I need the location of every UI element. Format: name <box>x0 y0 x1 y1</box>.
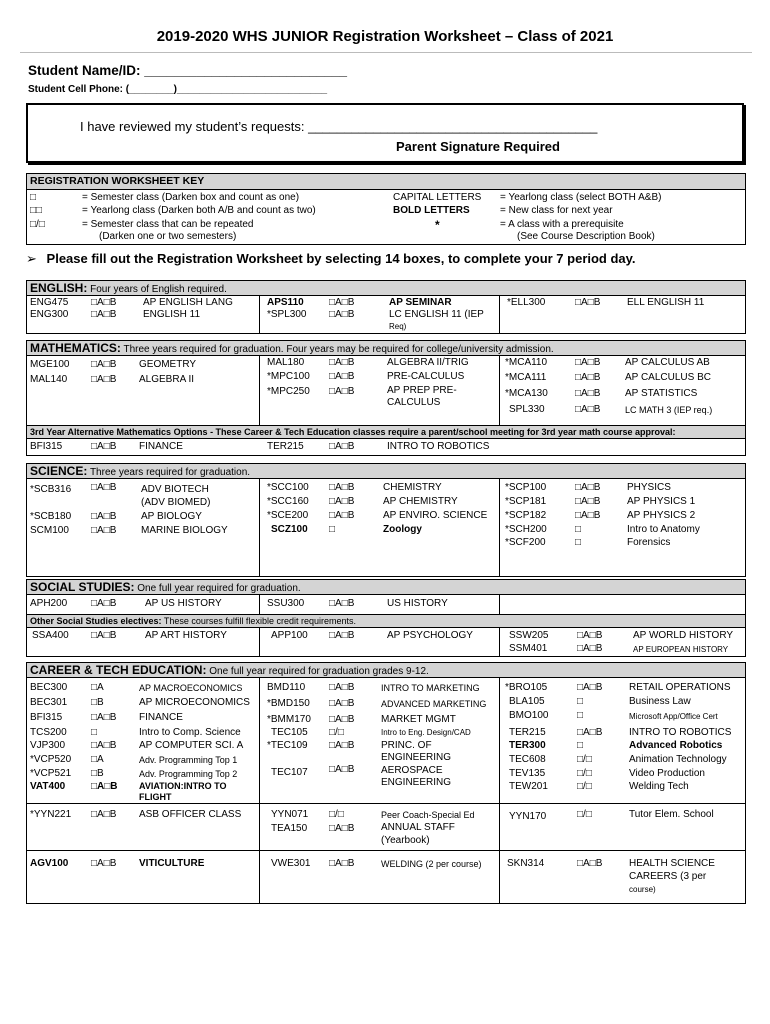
course-code: APP100 <box>271 630 308 641</box>
course-name: Welding Tech <box>629 781 689 792</box>
course-name: AP STATISTICS <box>625 388 698 399</box>
course-checkbox[interactable]: □A□B <box>91 309 117 320</box>
course-checkbox[interactable]: □A□B <box>91 781 118 792</box>
course-name: AP ENVIRO. SCIENCE <box>383 510 488 521</box>
course-checkbox[interactable]: □ <box>577 710 584 721</box>
course-code: *SCB180 <box>30 511 72 522</box>
course-checkbox[interactable]: □A□B <box>329 297 355 308</box>
course-name: Req) <box>389 322 407 331</box>
course-name: ALGEBRA II <box>139 374 195 385</box>
course-code: SSM401 <box>509 643 548 654</box>
course-code: *SCE200 <box>267 510 309 521</box>
course-checkbox[interactable]: □A□B <box>329 441 355 452</box>
course-checkbox[interactable]: □A□B <box>91 441 117 452</box>
course-code: *ELL300 <box>507 297 546 308</box>
section-header: SCIENCE: Three years required for graduation. <box>27 464 745 479</box>
parent-signature-box[interactable] <box>26 103 744 163</box>
course-name: AEROSPACE <box>381 765 443 776</box>
course-checkbox[interactable]: □A□B <box>329 496 355 507</box>
section-header: MATHEMATICS: Three years required for graduation. Four years may be required for college/university admission. <box>27 341 745 356</box>
course-name: AP EUROPEAN HISTORY <box>633 645 729 654</box>
course-checkbox[interactable]: □A <box>91 754 104 765</box>
course-name: AP CHEMISTRY <box>383 496 458 507</box>
course-name: CALCULUS <box>387 397 441 408</box>
course-code: TEC105 <box>271 727 308 738</box>
course-checkbox[interactable]: □A□B <box>91 511 117 522</box>
course-checkbox[interactable]: □/□ <box>577 754 592 765</box>
course-name: AVIATION:INTRO TO <box>139 781 227 791</box>
course-code: *MCA111 <box>505 372 547 383</box>
course-checkbox[interactable]: □A□B <box>91 809 117 820</box>
course-name: ANNUAL STAFF <box>381 822 455 833</box>
key-desc: (See Course Description Book) <box>517 231 655 242</box>
course-name: AP WORLD HISTORY <box>633 630 734 641</box>
course-code: SPL330 <box>509 404 545 415</box>
course-code: *SCP181 <box>505 496 547 507</box>
course-code: SSA400 <box>32 630 69 641</box>
course-checkbox[interactable]: □A□B <box>91 359 117 370</box>
course-name: (Yearbook) <box>381 835 430 846</box>
course-checkbox[interactable]: □/□ <box>329 809 344 820</box>
course-code: ENG475 <box>30 297 69 308</box>
course-checkbox[interactable]: □A□B <box>329 630 355 641</box>
course-code: *MPC250 <box>267 386 310 397</box>
course-name: AP COMPUTER SCI. A <box>139 740 244 751</box>
course-code: YYN170 <box>509 811 547 822</box>
course-code: *SCF200 <box>505 537 546 548</box>
course-code: *SCC160 <box>267 496 309 507</box>
course-code: ENG300 <box>30 309 69 320</box>
course-name: AP BIOLOGY <box>141 511 202 522</box>
course-checkbox[interactable]: □/□ <box>577 809 592 820</box>
key-desc: = A class with a prerequisite <box>500 219 624 230</box>
signature-statement: I have reviewed my student’s requests: ________________________________________ <box>80 119 598 134</box>
course-code: SSU300 <box>267 598 305 609</box>
course-checkbox[interactable]: □A□B <box>329 858 355 869</box>
science-section <box>26 463 746 577</box>
course-name: Business Law <box>629 696 691 707</box>
course-code: TEC608 <box>509 754 546 765</box>
key-heading: REGISTRATION WORKSHEET KEY <box>27 174 745 190</box>
course-name: PHYSICS <box>627 482 671 493</box>
course-name: ADV BIOTECH <box>141 484 209 495</box>
course-checkbox[interactable]: □A□B <box>329 764 355 775</box>
course-checkbox[interactable]: □A□B <box>329 386 355 397</box>
instruction <box>26 251 636 267</box>
course-checkbox[interactable]: □A□B <box>329 698 355 709</box>
course-name: Forensics <box>627 537 671 548</box>
course-name: AP ART HISTORY <box>145 630 227 641</box>
course-checkbox[interactable]: □A□B <box>575 404 601 415</box>
course-checkbox[interactable]: □A□B <box>91 598 117 609</box>
other-electives-header: Other Social Studies electives: These courses fulfill flexible credit requirements. <box>27 614 745 628</box>
course-name: US HISTORY <box>387 598 448 609</box>
course-checkbox[interactable]: □ <box>91 727 98 738</box>
course-name: ENGINEERING <box>381 777 452 788</box>
course-checkbox[interactable]: □A□B <box>91 297 117 308</box>
course-name: (ADV BIOMED) <box>141 497 211 508</box>
course-code: BFI315 <box>30 441 63 452</box>
course-name: AP MICROECONOMICS <box>139 697 250 708</box>
course-checkbox[interactable]: □A□B <box>329 482 355 493</box>
course-checkbox[interactable]: □A□B <box>329 309 355 320</box>
course-checkbox[interactable]: □A□B <box>575 372 601 383</box>
course-checkbox[interactable]: □A□B <box>577 858 603 869</box>
course-name: RETAIL OPERATIONS <box>629 682 731 693</box>
course-code: *SCB316 <box>30 484 72 495</box>
course-checkbox[interactable]: □A□B <box>577 682 603 693</box>
mathematics-section <box>26 340 746 456</box>
course-name: AP PHYSICS 1 <box>627 496 696 507</box>
course-name: AP CALCULUS AB <box>625 357 710 368</box>
section-header: ENGLISH: Four years of English required. <box>27 281 745 296</box>
worksheet-key <box>26 173 746 245</box>
course-name: AP PSYCHOLOGY <box>387 630 473 641</box>
key-symbol: * <box>435 218 440 232</box>
alt-math-header: 3rd Year Alternative Mathematics Options - These Career & Tech Education classes require a parent/school meeting for 3rd year math course approval: <box>27 425 745 439</box>
key-desc: (Darken one or two semesters) <box>99 231 237 242</box>
course-code: *BMM170 <box>267 714 311 725</box>
course-name: Intro to Anatomy <box>627 524 700 535</box>
course-name: INTRO TO ROBOTICS <box>629 727 732 738</box>
course-code: *SCP100 <box>505 482 547 493</box>
course-checkbox[interactable]: □A□B <box>575 388 601 399</box>
course-code: BMO100 <box>509 710 549 721</box>
key-desc: = New class for next year <box>500 205 613 216</box>
course-name: ALGEBRA II/TRIG <box>387 357 469 368</box>
course-checkbox[interactable]: □B <box>91 697 104 708</box>
course-code: BLA105 <box>509 696 545 707</box>
course-code: BFI315 <box>30 712 63 723</box>
course-name: VITICULTURE <box>139 858 205 869</box>
course-code: SSW205 <box>509 630 549 641</box>
course-checkbox[interactable]: □A□B <box>91 374 117 385</box>
course-code: SKN314 <box>507 858 545 869</box>
course-code: TEA150 <box>271 823 308 834</box>
course-code: TER300 <box>509 740 546 751</box>
course-checkbox[interactable]: □A□B <box>575 297 601 308</box>
course-code: *VCP521 <box>30 768 72 779</box>
course-name: ASB OFFICER CLASS <box>139 809 242 820</box>
course-checkbox[interactable]: □ <box>575 524 582 535</box>
key-desc: = Yearlong class (select BOTH A&B) <box>500 192 662 203</box>
key-symbol: □ <box>30 192 37 203</box>
course-name: FINANCE <box>139 441 183 452</box>
course-checkbox[interactable]: □A□B <box>577 630 603 641</box>
course-name: ADVANCED MARKETING <box>381 699 487 709</box>
course-name: Animation Technology <box>629 754 727 765</box>
course-code: *SCC100 <box>267 482 309 493</box>
course-code: MGE100 <box>30 359 70 370</box>
course-checkbox[interactable]: □A□B <box>329 714 355 725</box>
section-header: CAREER & TECH EDUCATION: One full year required for graduation grades 9-12. <box>27 663 745 678</box>
page-title: 2019-2020 WHS JUNIOR Registration Worksheet – Class of 2021 <box>156 28 614 45</box>
course-code: AGV100 <box>30 858 69 869</box>
course-checkbox[interactable]: □A□B <box>91 858 117 869</box>
course-code: TEC107 <box>271 767 308 778</box>
course-checkbox[interactable]: □B <box>91 768 104 779</box>
course-name: Tutor Elem. School <box>629 809 714 820</box>
course-code: BMD110 <box>267 682 306 693</box>
course-code: *SCP182 <box>505 510 547 521</box>
course-name: LC ENGLISH 11 (IEP <box>389 309 484 320</box>
course-checkbox[interactable]: □A□B <box>575 496 601 507</box>
course-checkbox[interactable]: □A□B <box>91 482 117 493</box>
course-name: AP SEMINAR <box>389 297 452 308</box>
course-name: ENGLISH 11 <box>143 309 201 320</box>
instruction-text: Please fill out the Registration Worksheet by selecting 14 boxes, to complete your 7 period day. <box>46 251 636 266</box>
social-studies-section <box>26 579 746 657</box>
course-checkbox[interactable]: □ <box>575 537 582 548</box>
course-name: Video Production <box>629 768 705 779</box>
course-checkbox[interactable]: □A□B <box>575 482 601 493</box>
course-name: AP CALCULUS BC <box>625 372 711 383</box>
course-name: CAREERS (3 per <box>629 871 707 882</box>
course-name: FLIGHT <box>139 792 172 802</box>
course-checkbox[interactable]: □ <box>577 740 584 751</box>
course-checkbox[interactable]: □A□B <box>329 371 355 382</box>
course-checkbox[interactable]: □A□B <box>329 682 355 693</box>
key-desc: = Yearlong class (Darken both A/B and count as two) <box>82 205 316 216</box>
course-checkbox[interactable]: □A□B <box>575 510 601 521</box>
key-desc: = Semester class that can be repeated <box>82 219 254 230</box>
course-checkbox[interactable]: □A□B <box>329 357 355 368</box>
career-tech-section <box>26 662 746 904</box>
course-code: TEW201 <box>509 781 548 792</box>
course-checkbox[interactable]: □A□B <box>329 823 355 834</box>
english-section <box>26 280 746 334</box>
arrow-icon: ➢ <box>26 251 37 266</box>
course-checkbox[interactable]: □/□ <box>329 727 344 738</box>
course-code: *SCH200 <box>505 524 547 535</box>
course-checkbox[interactable]: □A□B <box>91 740 117 751</box>
course-checkbox[interactable]: □A□B <box>329 510 355 521</box>
course-name: AP PREP PRE- <box>387 385 457 396</box>
course-name: Peer Coach-Special Ed <box>381 810 475 820</box>
course-name: INTRO TO ROBOTICS <box>387 441 490 452</box>
course-code: *TEC109 <box>267 740 308 751</box>
key-symbol: BOLD LETTERS <box>393 205 470 216</box>
course-name: Advanced Robotics <box>629 740 723 751</box>
course-code: YYN071 <box>271 809 309 820</box>
course-name: course) <box>629 885 656 894</box>
course-code: VWE301 <box>271 858 311 869</box>
course-checkbox[interactable]: □A□B <box>577 727 603 738</box>
course-code: TER215 <box>509 727 546 738</box>
key-desc: = Semester class (Darken box and count as one) <box>82 192 300 203</box>
course-name: INTRO TO MARKETING <box>381 683 480 693</box>
divider <box>20 52 752 53</box>
course-code: *SPL300 <box>267 309 307 320</box>
course-checkbox[interactable]: □A□B <box>91 712 117 723</box>
course-name: PRINC. OF <box>381 740 432 751</box>
course-name: GEOMETRY <box>139 359 197 370</box>
course-code: VJP300 <box>30 740 66 751</box>
course-name: AP MACROECONOMICS <box>139 683 243 693</box>
course-code: BEC301 <box>30 697 68 708</box>
student-phone-field[interactable]: Student Cell Phone: (________)___________________________ <box>28 84 328 95</box>
course-name: FINANCE <box>139 712 183 723</box>
course-code: *BMD150 <box>267 698 310 709</box>
course-checkbox[interactable]: □A□B <box>91 525 117 536</box>
course-code: SCZ100 <box>271 524 308 535</box>
course-code: TEV135 <box>509 768 546 779</box>
course-name: Microsoft App/Office Cert <box>629 712 718 721</box>
course-checkbox[interactable]: □ <box>329 524 336 535</box>
course-code: SCM100 <box>30 525 69 536</box>
course-code: *MCA110 <box>505 357 548 368</box>
course-name: HEALTH SCIENCE <box>629 858 715 869</box>
course-code: APS110 <box>267 297 304 308</box>
course-name: PRE-CALCULUS <box>387 371 465 382</box>
course-name: Zoology <box>383 524 422 535</box>
course-name: Adv. Programming Top 1 <box>139 755 238 765</box>
course-code: BEC300 <box>30 682 68 693</box>
course-code: *MPC100 <box>267 371 310 382</box>
course-name: AP PHYSICS 2 <box>627 510 696 521</box>
key-symbol: CAPITAL LETTERS <box>393 192 482 203</box>
course-checkbox[interactable]: □A□B <box>577 643 603 654</box>
course-name: AP US HISTORY <box>145 598 222 609</box>
course-checkbox[interactable]: □A□B <box>91 630 117 641</box>
course-code: APH200 <box>30 598 68 609</box>
course-code: *MCA130 <box>505 388 548 399</box>
course-code: *VCP520 <box>30 754 72 765</box>
section-header: SOCIAL STUDIES: One full year required for graduation. <box>27 580 745 595</box>
course-checkbox[interactable]: □A□B <box>329 598 355 609</box>
key-symbol: □□ <box>30 205 43 216</box>
course-checkbox[interactable]: □ <box>577 696 584 707</box>
course-code: TER215 <box>267 441 304 452</box>
course-name: Intro to Comp. Science <box>139 727 241 738</box>
course-name: WELDING (2 per course) <box>381 859 482 869</box>
course-checkbox[interactable]: □A <box>91 682 104 693</box>
course-name: LC MATH 3 (IEP req.) <box>625 405 713 415</box>
course-checkbox[interactable]: □A□B <box>329 740 355 751</box>
course-name: MARKET MGMT <box>381 714 456 725</box>
course-checkbox[interactable]: □/□ <box>577 781 592 792</box>
course-name: MARINE BIOLOGY <box>141 525 228 536</box>
student-name-field[interactable]: Student Name/ID: ___________________________ <box>28 63 347 78</box>
course-name: ELL ENGLISH 11 <box>627 297 705 308</box>
course-checkbox[interactable]: □/□ <box>577 768 592 779</box>
course-code: TCS200 <box>30 727 67 738</box>
course-code: MAL140 <box>30 374 68 385</box>
course-code: VAT400 <box>30 781 66 792</box>
course-name: CHEMISTRY <box>383 482 442 493</box>
course-name: AP ENGLISH LANG <box>143 297 233 308</box>
signature-label: Parent Signature Required <box>396 139 560 154</box>
course-code: *BRO105 <box>505 682 548 693</box>
course-code: MAL180 <box>267 357 305 368</box>
course-name: Adv. Programming Top 2 <box>139 769 238 779</box>
course-code: *YYN221 <box>30 809 72 820</box>
course-name: Intro to Eng. Design/CAD <box>381 728 471 737</box>
course-checkbox[interactable]: □A□B <box>575 357 601 368</box>
key-symbol: □/□ <box>30 219 45 230</box>
course-name: ENGINEERING <box>381 752 452 763</box>
